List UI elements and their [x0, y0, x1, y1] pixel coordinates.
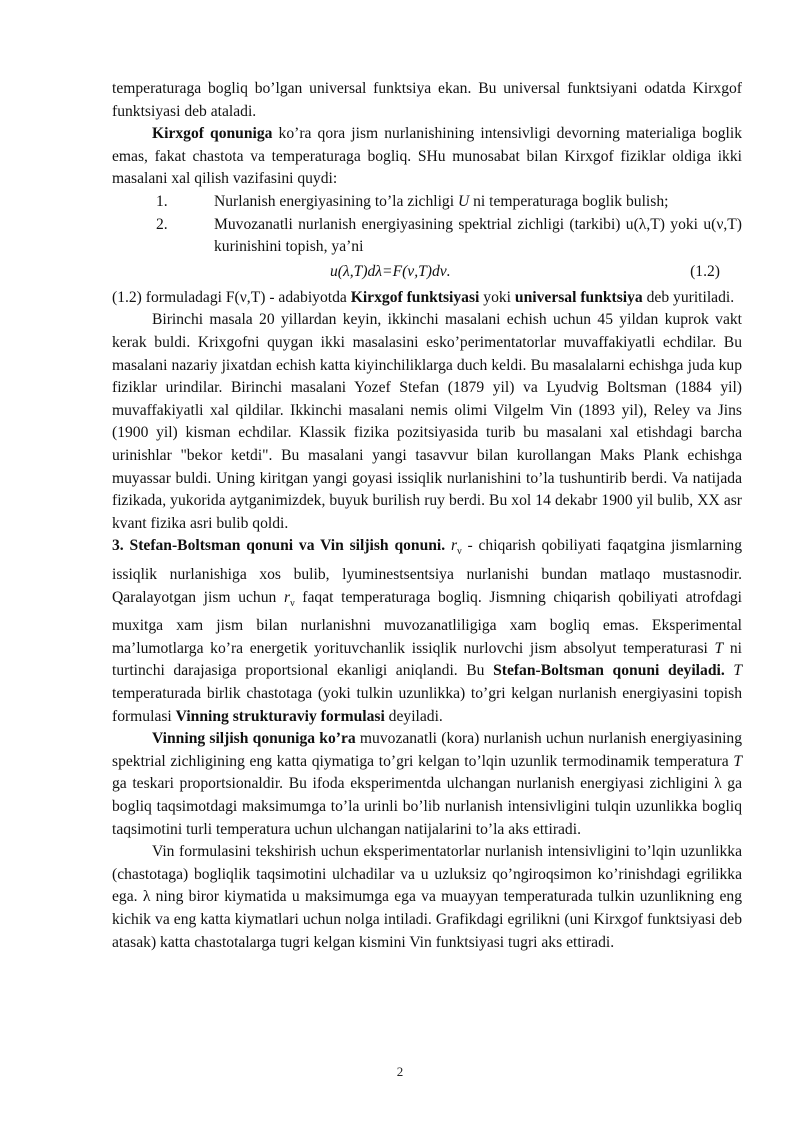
formula-expression: u(λ,T)dλ=F(ν,T)dν. [330, 262, 451, 280]
term-wien-displacement-law: Vinning siljish qonuniga ko’ra [152, 730, 356, 748]
text-span: deb yuritiladi. [642, 288, 735, 306]
paragraph-wien-formula-check: Vin formulasini tekshirish uchun eksperimentatorlar nurlanish intensivligini to’lqin uzunlikka (chastotaga) bogliqlik taqsimotini ulchadilar va u uzluksiz qo’ngiroqsimon ko’rinishdagi egrilikka ega. λ ning biror kiymatida u maksimumga ega va muayyan temperaturada tulkin uzunlikning eng kichik va eng katta kiymatlari uchun nolga intiladi. Grafikdagi egrilikni (uni Kirxgof funktsiyasi deb atasak) katta chastotalarga tugri kelgan kismini Vin funktsiyasi tugri aks ettiradi. [112, 843, 742, 951]
paragraph-wien-displacement [112, 728, 742, 841]
text-span: temperaturada birlik chastotaga (yoki tulkin uzunlikka) to’gri kelgan nurlanish energiyasini topish formulasi [112, 685, 742, 725]
document-page [112, 78, 742, 954]
section-heading: 3. Stefan-Boltsman qonuni va Vin siljish qonuni. [112, 537, 446, 555]
paragraph-intro: temperaturaga bogliq bo’lgan universal funktsiya ekan. Bu universal funktsiyani odatda Kirxgof funktsiyasi deb ataladi. [112, 80, 742, 120]
paragraph-stefan-boltzmann [112, 535, 742, 728]
var-u: U [457, 192, 470, 210]
term-kirchhoff-function: Kirxgof funktsiyasi [350, 288, 480, 306]
paragraph-kirchhoff-law [112, 123, 742, 191]
var-r: r [451, 537, 458, 555]
term-wien-structural-formula: Vinning strukturaviy formulasi [175, 707, 385, 725]
problem-list [112, 191, 742, 259]
paragraph-kirchhoff-function [112, 287, 742, 310]
formula-1-2 [112, 259, 742, 287]
var-t: T [733, 752, 742, 770]
var-r: r [284, 588, 291, 606]
text-span: yoki [479, 288, 515, 306]
var-t: T [714, 639, 724, 657]
formula-number: (1.2) [690, 262, 720, 280]
text-span: muvozanatli (kora) nurlanish uchun nurlanish energiyasining spektrial zichligining eng katta qiymatiga to’gri kelgan to’lqin uzunlik termodinamik temperatura [112, 730, 743, 770]
text-span: faqat temperaturaga bogliq. Jismning chiqarish qobiliyati atrofdagi muxitga xam jism bilan nurlanishni muvozanatliligiga xam bogliq emas. Eksperimental ma’lumotlarga ko’ra energetik yorituvchanlik issiqlik nurlovchi jism absolyut temperaturasi [112, 588, 742, 657]
term-stefan-boltzmann-law: Stefan-Boltsman qonuni deyiladi. [493, 662, 725, 680]
var-nu-subscript: ν [290, 597, 295, 609]
list-number: 1. [156, 192, 168, 210]
text-span: ni turtinchi darajasiga proportsional ekanligi aniqlandi. Bu [112, 639, 743, 680]
list-item [152, 214, 742, 259]
list-number: 2. [156, 215, 168, 233]
list-text-post: ni temperaturaga boglik bulish; [469, 192, 669, 210]
page-number: 2 [396, 1064, 404, 1079]
text-span: (1.2) formuladagi F(ν,T) - adabiyotda [112, 288, 351, 306]
paragraph-kirchhoff-law-text: ko’ra qora jism nurlanishining intensivligi devorning materialiga boglik emas, fakat chastota va temperaturaga bogliq. SHu munosabat bilan Kirxgof fiziklar oldiga ikki masalani xal qilish vazifasini quydi: [112, 125, 743, 188]
text-span: ga teskari proportsionaldir. Bu ifoda eksperimentda ulchangan nurlanish energiyasi zichligini λ ga bogliq taqsimotdagi maksimumga to’la urinli bo’lib nurlanish intensivligini tulqin uzunlikka bogliq taqsimotini turli temperatura uchun ulchangan natijalarini to’la aks ettiradi. [112, 775, 742, 838]
term-kirchhoff-law: Kirxgof qonuniga [152, 125, 273, 143]
list-item [152, 191, 742, 214]
text-span: - chiqarish qobiliyati faqatgina jismlarning issiqlik nurlanishiga xos bulib, lyuminestsentsiya nurlanishi bundan matlaqo mustasnodir. Qaralayotgan jism uchun [112, 537, 742, 606]
list-text-pre: Nurlanish energiyasining to’la zichligi [214, 192, 458, 210]
var-t: T [733, 662, 742, 680]
paragraph-history: Birinchi masala 20 yillardan keyin, ikkinchi masalani echish uchun 45 yildan kuprok vakt kerak buldi. Krixgofni quygan ikki masalasini esko’perimentatorlar muvaffakiyatli echdilar. Bu masalani nazariy jixatdan echish katta kiyinchiliklarga duch keldi. Bu masalalarni echishga juda kup fiziklar urindilar. Birinchi masalani Yozef Stefan (1879 yil) va Lyudvig Boltsman (1884 yil) muvaffakiyatli xal qildilar. Ikkinchi masalani nemis olimi Vilgelm Vin (1893 yil), Reley va Jins (1900 yil) kisman echdilar. Klassik fizika pozitsiyasida turib bu masalani xal etishdagi barcha urinishlar "bekor ketdi". Bu masalani yangi tasavvur bilan kurollangan Maks Plank echishga muyassar buldi. Uning kiritgan yangi goyasi issiqlik nurlanishini to’la tushuntirib berdi. Va natijada fizikada, yukorida aytganimizdek, buyuk burilish ruy berdi. Bu xol 14 dekabr 1900 yil bulib, XX asr kvant fizika asri bulib qoldi. [112, 311, 742, 532]
term-universal-function: universal funktsiya [514, 288, 643, 306]
list-text: Muvozanatli nurlanish energiyasining spektrial zichligi (tarkibi) u(λ,T) yoki u(ν,T) kurinishini topish, ya’ni [214, 215, 742, 256]
var-nu-subscript: ν [457, 546, 462, 558]
text-span: deyiladi. [384, 707, 443, 725]
